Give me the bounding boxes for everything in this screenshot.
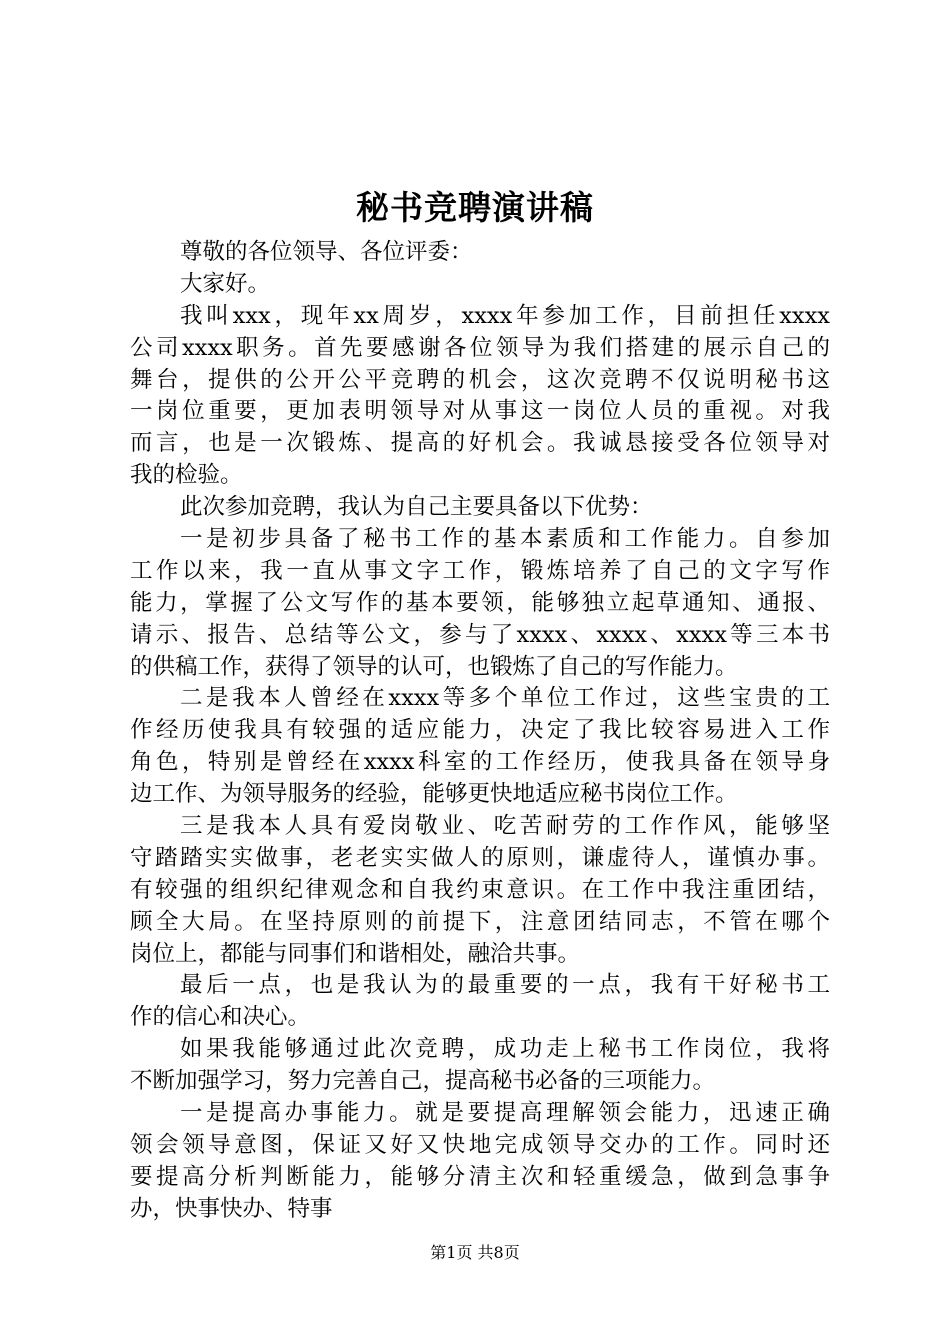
text-line: 一是初步具备了秘书工作的基本素质和工作能力。自参加 xyxy=(180,526,830,553)
text-line: 岗位上，都能与同事们和谐相处，融洽共事。 xyxy=(130,940,581,967)
document-title: 秘书竞聘演讲稿 xyxy=(356,188,594,227)
text-line: 工作以来，我一直从事文字工作，锻炼培养了自己的文字写作 xyxy=(130,557,830,584)
page-indicator: 第1页 共8页 xyxy=(430,1243,520,1262)
text-line: 三是我本人具有爱岗敬业、吃苦耐劳的工作作风，能够坚 xyxy=(180,813,830,840)
text-line: 边工作、为领导服务的经验，能够更快地适应秘书岗位工作。 xyxy=(130,781,738,808)
text-line: 守踏踏实实做事，老老实实做人的原则，谦虚待人，谨慎办事。 xyxy=(130,844,830,871)
text-line: 角色，特别是曾经在xxxx科室的工作经历，使我具备在领导身 xyxy=(130,749,830,776)
text-line: 不断加强学习，努力完善自己，提高秘书必备的三项能力。 xyxy=(130,1068,716,1095)
text-line: 舞台，提供的公开公平竞聘的机会，这次竞聘不仅说明秘书这 xyxy=(130,366,830,393)
text-line: 而言，也是一次锻炼、提高的好机会。我诚恳接受各位领导对 xyxy=(130,430,830,457)
text-line: 我的检验。 xyxy=(130,462,243,489)
greeting: 大家好。 xyxy=(180,270,271,297)
text-line: 请示、报告、总结等公文，参与了xxxx、xxxx、xxxx等三本书 xyxy=(130,621,830,648)
text-line: 的供稿工作，获得了领导的认可，也锻炼了自己的写作能力。 xyxy=(130,653,738,680)
text-line: 我叫xxx，现年xx周岁，xxxx年参加工作，目前担任xxxx xyxy=(180,302,830,329)
text-line: 一是提高办事能力。就是要提高理解领会能力，迅速正确 xyxy=(180,1100,830,1127)
text-line: 最后一点，也是我认为的最重要的一点，我有干好秘书工 xyxy=(180,972,830,999)
text-line: 顾全大局。在坚持原则的前提下，注意团结同志，不管在哪个 xyxy=(130,908,830,935)
text-line: 领会领导意图，保证又好又快地完成领导交办的工作。同时还 xyxy=(130,1131,830,1158)
text-line: 如果我能够通过此次竞聘，成功走上秘书工作岗位，我将 xyxy=(180,1036,830,1063)
text-line: 作的信心和决心。 xyxy=(130,1004,311,1031)
document-body xyxy=(130,237,830,1226)
text-line: 作经历使我具有较强的适应能力，决定了我比较容易进入工作 xyxy=(130,717,830,744)
text-line: 有较强的组织纪律观念和自我约束意识。在工作中我注重团结， xyxy=(130,876,830,903)
text-line: 能力，掌握了公文写作的基本要领，能够独立起草通知、通报、 xyxy=(130,589,830,616)
text-line: 二是我本人曾经在xxxx等多个单位工作过，这些宝贵的工 xyxy=(180,685,830,712)
salutation: 尊敬的各位领导、各位评委： xyxy=(180,239,473,265)
text-line: 公司xxxx职务。首先要感谢各位领导为我们搭建的展示自己的 xyxy=(130,334,830,361)
text-line: 此次参加竞聘，我认为自己主要具备以下优势： xyxy=(180,494,653,521)
text-line: 要提高分析判断能力，能够分清主次和轻重缓急，做到急事争 xyxy=(130,1163,830,1190)
text-line: 办，快事快办、特事 xyxy=(130,1195,333,1222)
text-line: 一岗位重要，更加表明领导对从事这一岗位人员的重视。对我 xyxy=(130,398,830,425)
